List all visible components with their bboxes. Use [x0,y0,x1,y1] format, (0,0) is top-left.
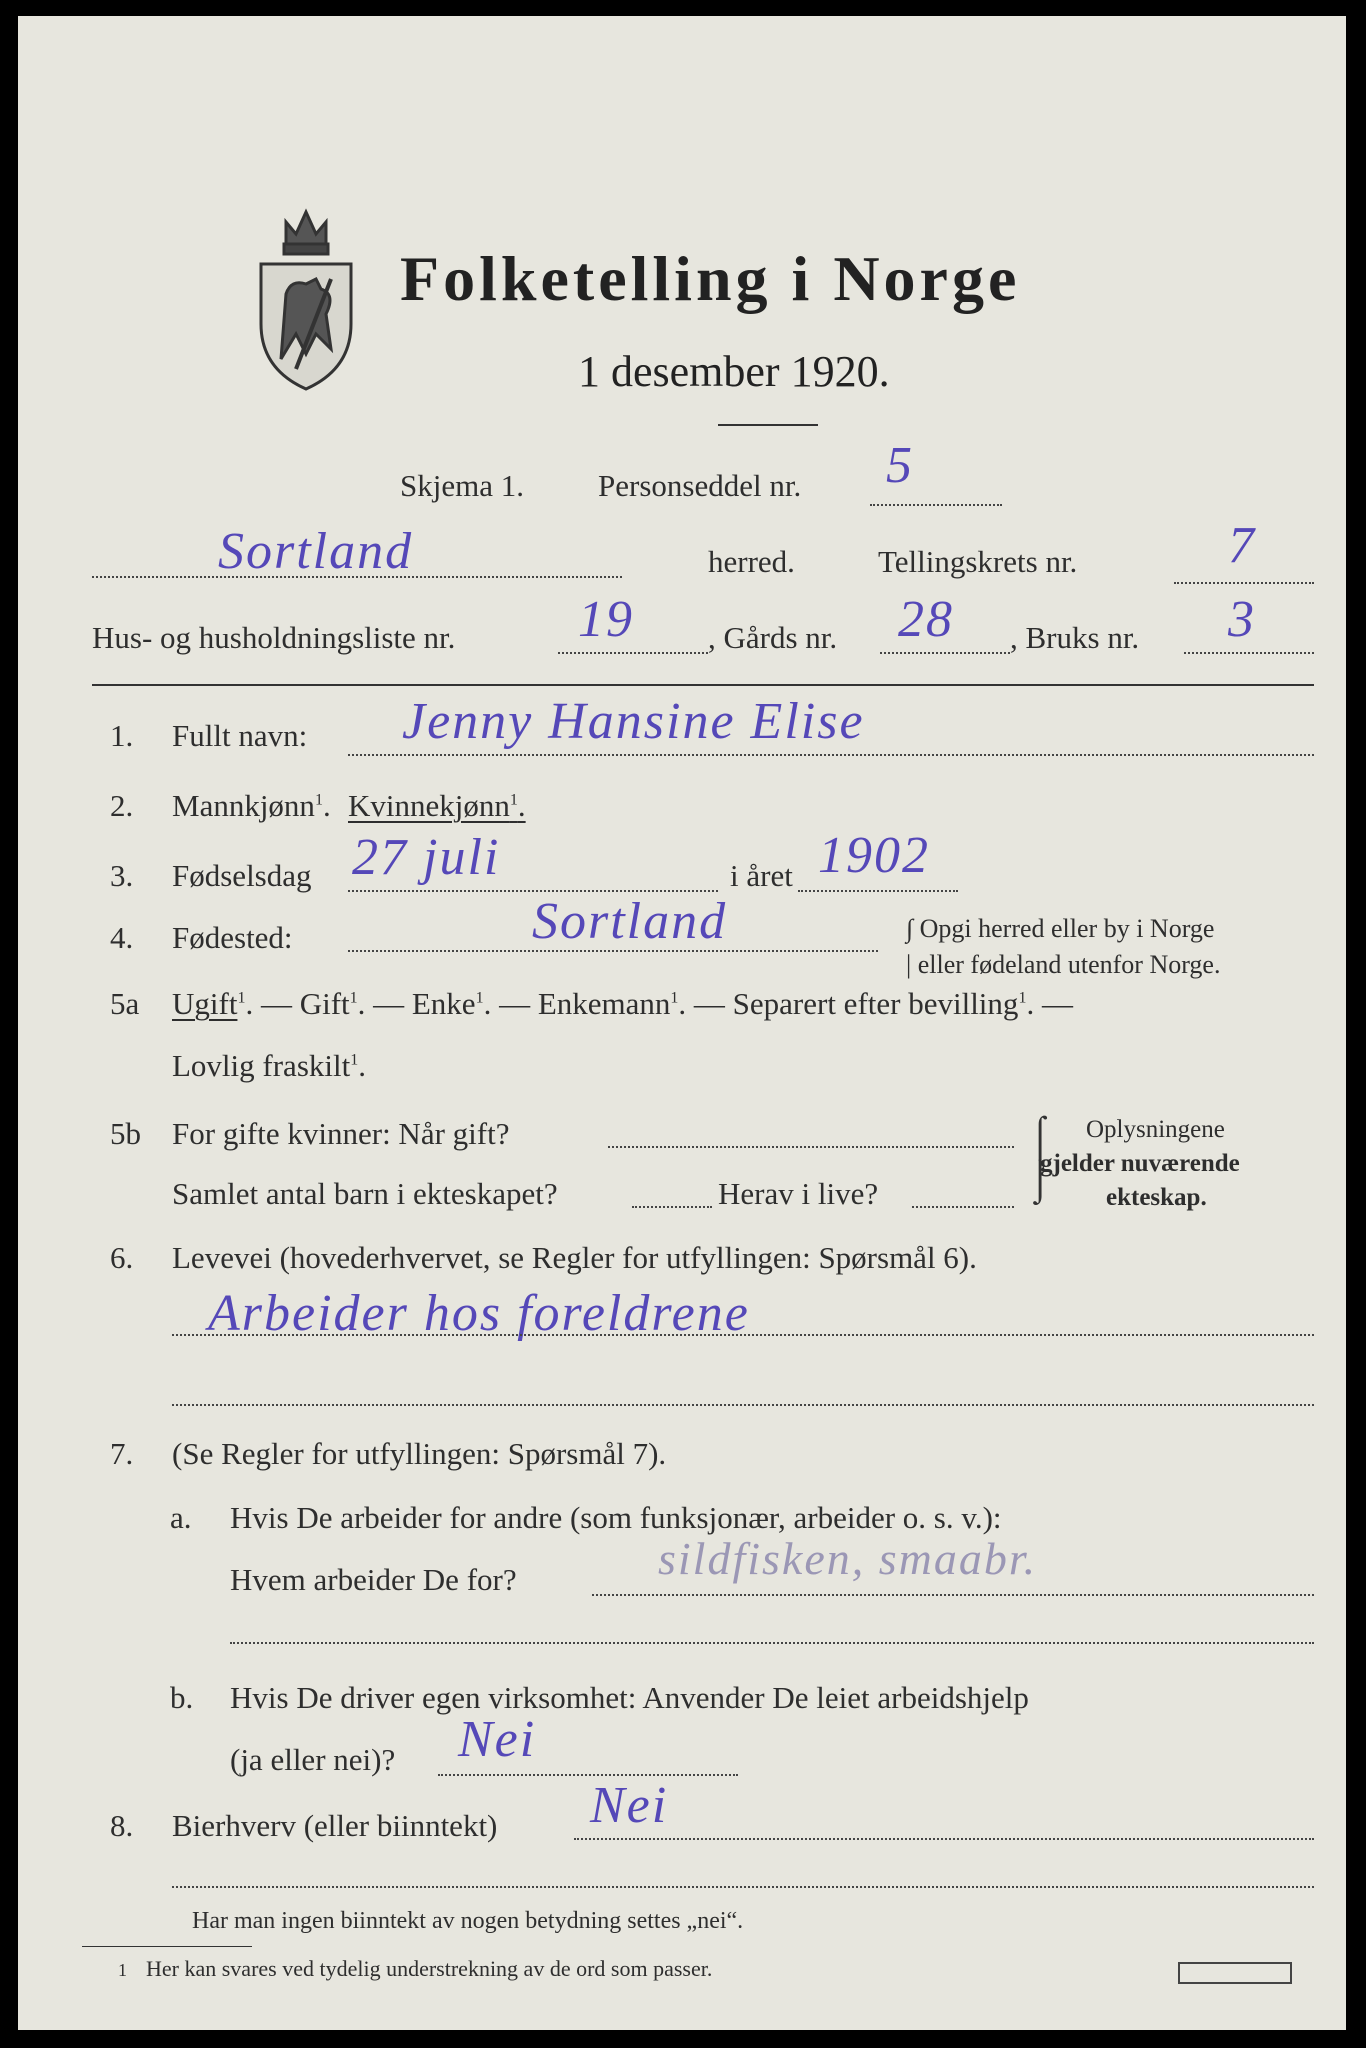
q5b-label: For gifte kvinner: Når gift? [172,1116,510,1151]
q7-number: 7. [110,1436,134,1471]
q5b-alive-label: Herav i live? [718,1176,879,1211]
husholdningsliste-value: 19 [578,591,634,648]
q5a-fraskilt-option: Lovlig fraskilt$^1$. [172,1048,366,1083]
q5b-married-line [608,1146,1014,1148]
personseddel-line [870,504,1002,506]
q5b-note-line1: Oplysningene [1086,1116,1225,1143]
q6-number: 6. [110,1240,134,1275]
biinntekt-note: Har man ingen biinntekt av nogen betydning settes „nei“. [192,1908,744,1934]
q5b-brace: ⌠ [1028,1113,1053,1158]
q5b-children-label: Samlet antal barn i ekteskapet? [172,1176,558,1211]
gards-label: , Gårds nr. [708,620,838,655]
husholdningsliste-line [558,652,708,654]
q7b-label: Hvis De driver egen virksomhet: Anvender De leiet arbeidshjelp [230,1680,1029,1715]
q6-occupation-value: Arbeider hos foreldrene [208,1285,750,1342]
q3-label: Fødselsdag [172,858,312,893]
q4-line [348,950,878,952]
bruks-line [1184,652,1314,654]
tellingskrets-label: Tellingskrets nr. [878,544,1078,579]
q6-label: Levevei (hovederhvervet, se Regler for utfyllingen: Spørsmål 6). [172,1240,977,1275]
gards-value: 28 [898,591,954,648]
q2-male-option: Mannkjønn$^1$. [172,788,331,823]
q7a-line2 [230,1642,1314,1644]
q3-year-line [798,890,958,892]
q3-birthday-value: 27 juli [352,829,501,886]
q5b-alive-line [912,1206,1014,1208]
form-title: Folketelling i Norge [400,243,1021,314]
q5b-number: 5b [110,1116,141,1151]
q7a-question: Hvem arbeider De for? [230,1562,517,1597]
q7-label: (Se Regler for utfyllingen: Spørsmål 7). [172,1436,667,1471]
gards-line [880,652,1010,654]
personseddel-value: 5 [886,437,914,494]
footnote-text: Her kan svares ved tydelig understrekning av de ord som passer. [146,1956,713,1981]
q1-number: 1. [110,718,134,753]
q7a-label: Hvis De arbeider for andre (som funksjonær, arbeider o. s. v.): [230,1500,1002,1535]
header-separator [92,684,1314,686]
q4-label: Fødested: [172,920,293,955]
q7b-line [438,1774,738,1776]
q5b-children-line [632,1206,712,1208]
q4-note-line2: | eller fødeland utenfor Norge. [906,950,1221,979]
footnote-mark: 1 [118,1960,127,1980]
municipality-line [92,576,622,578]
q5b-brace-lower: ⌡ [1028,1157,1053,1202]
personseddel-label: Personseddel nr. [598,468,802,503]
printer-stamp [1178,1962,1292,1984]
q5b-note-line3: ekteskap. [1106,1184,1207,1211]
q7b-number: b. [170,1680,194,1715]
q8-line1 [574,1838,1314,1840]
census-date: 1 desember 1920. [578,347,890,396]
q5a-options: Ugift$^1$. — Gift$^1$. — Enke$^1$. — Enkemann$^1$. — Separert efter bevilling$^1$. — [172,986,1073,1021]
q3-year-label: i året [730,858,793,893]
q3-year-value: 1902 [818,827,930,884]
q4-number: 4. [110,920,134,955]
bruks-label: , Bruks nr. [1010,620,1140,655]
q1-line [348,754,1314,756]
census-form-sheet [18,16,1346,2030]
footnote-rule [82,1946,252,1947]
q2-female-option: Kvinnekjønn$^1$. [348,788,526,823]
q7a-line1 [592,1594,1314,1596]
municipality-value: Sortland [218,523,414,580]
q4-birthplace-value: Sortland [532,893,728,950]
q1-label: Fullt navn: [172,718,308,753]
husholdningsliste-label: Hus- og husholdningsliste nr. [92,620,456,655]
schema-label: Skjema 1. [400,468,524,503]
title-divider [718,424,818,426]
q7b-question: (ja eller nei)? [230,1742,396,1777]
tellingskrets-line [1174,582,1314,584]
q7b-answer-value: Nei [458,1711,537,1768]
q8-line2 [172,1886,1314,1888]
q2-number: 2. [110,788,134,823]
tellingskrets-value: 7 [1228,517,1256,574]
q1-full-name-value: Jenny Hansine Elise [402,693,865,750]
q6-line2 [172,1404,1314,1406]
herred-label: herred. [708,544,795,579]
q5b-note-line2: gjelder nuværende [1040,1150,1240,1177]
q8-answer-value: Nei [590,1777,669,1834]
q5a-number: 5a [110,986,140,1021]
q7a-employer-value: sildfisken, smaabr. [658,1533,1038,1584]
q8-number: 8. [110,1808,134,1843]
q8-label: Bierhverv (eller biinntekt) [172,1808,498,1843]
norwegian-coat-of-arms-icon [246,184,366,394]
bruks-value: 3 [1228,591,1256,648]
q7a-number: a. [170,1500,192,1535]
q6-line1 [172,1334,1314,1336]
q4-note-line1: ∫ Opgi herred eller by i Norge [906,914,1215,943]
q3-number: 3. [110,858,134,893]
